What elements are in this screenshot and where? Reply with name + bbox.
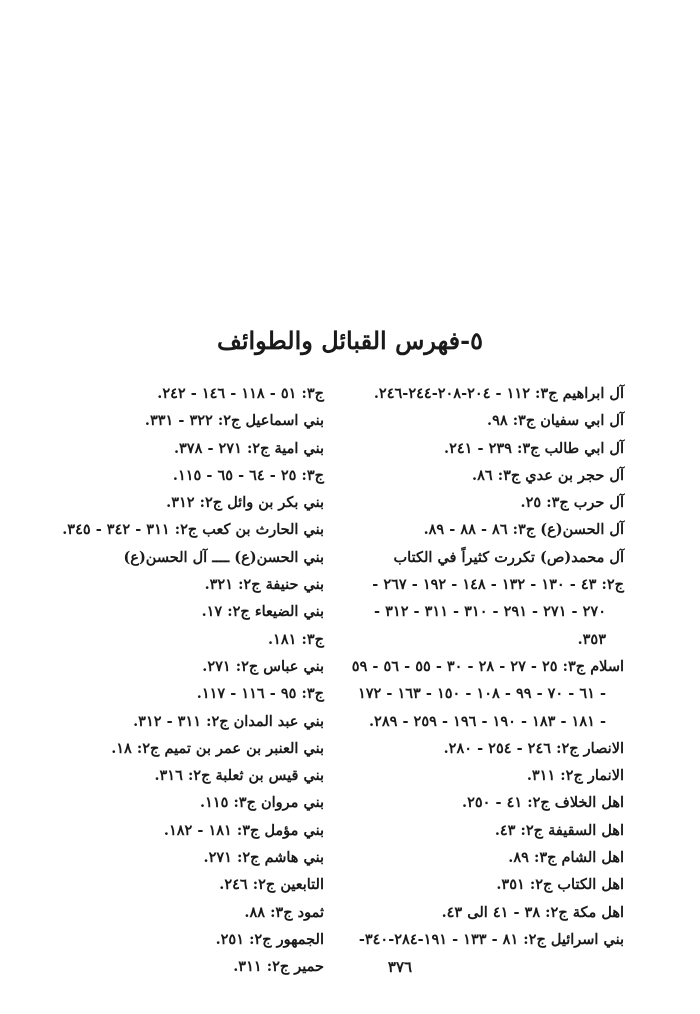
index-entry: بني هاشم ج٢: ٢٧١. [203,849,324,867]
index-entry: آل ابراهيم ج٣: ١١٢ - ٢٠٤-٢٠٨-٢٤٤-٢٤٦. [373,385,624,402]
index-entry: ثمود ج٣: ٨٨. [244,903,324,921]
index-entry: آل ابي سفيان ج٣: ٩٨. [487,412,624,430]
index-entry: الانصار ج٢: ٢٤٦ - ٢٥٤ - ٢٨٠. [443,739,624,757]
page-title: ٥-فهرس القبائل والطوائف [216,326,483,355]
index-entry: اهل مكة ج٢: ٣٨ - ٤١ الى ٤٣. [441,903,624,921]
index-entry: بني امية ج٢: ٢٧١ - ٣٧٨. [173,439,324,457]
index-entry: آل حجر بن عدي ج٣: ٨٦. [472,466,624,484]
index-entry: ج٣: ٢٥ - ٦٤ - ٦٥ - ١١٥. [172,466,324,484]
index-entry: ج٣: ٩٥ - ١١٦ - ١١٧. [196,685,324,703]
page-number: ٣٧٦ [387,958,413,976]
index-entry: بني الحارث بن كعب ج٢: ٣١١ - ٣٤٢ - ٣٤٥. [62,521,324,539]
index-entry: حمير ج٢: ٣١١. [233,958,324,976]
index-entry: بني الحسن(ع) ــــ آل الحسن(ع) [123,548,324,566]
index-entry: بني حنيفة ج٢: ٣٢١. [204,576,324,594]
index-entry: بني العنبر بن عمر بن تميم ج٢: ١٨. [111,739,324,757]
index-column-left [14,380,324,981]
index-entry: اهل السقيفة ج٢: ٤٣. [494,821,624,839]
index-entry: اهل الكتاب ج٢: ٣٥١. [496,876,624,894]
index-entry: بني بكر بن وائل ج٢: ٣١٢. [166,494,324,512]
index-entry: آل ابي طالب ج٣: ٢٣٩ - ٢٤١. [444,439,624,457]
index-entry: آل حرب ج٣: ٢٥. [520,494,624,512]
index-entry: بني مؤمل ج٣: ١٨١ - ١٨٢. [163,821,324,839]
index-entry: الجمهور ج٢: ٢٥١. [215,930,324,948]
index-entry: ٢٧٠ - ٢٧١ - ٢٩١ - ٣١٠ - ٣١١ - ٣١٢ - [374,603,606,621]
index-entry: ٣٥٣. [577,630,606,648]
index-entry: آل الحسن(ع) ج٣: ٨٦ - ٨٨ - ٨٩. [423,521,624,539]
index-entry: - ٦١ - ٧٠ - ٩٩ - ١٠٨ - ١٥٠ - ١٦٣ - ١٧٢ [357,685,606,703]
index-entry: التابعين ج٢: ٢٤٦. [219,876,324,894]
index-entry: - ١٨١ - ١٨٣ - ١٩٠ - ١٩٦ - ٢٥٩ - ٢٨٩. [368,712,606,730]
index-entry: اهل الخلاف ج٢: ٤١ - ٢٥٠. [462,794,624,812]
index-entry: الانمار ج٢: ٣١١. [526,767,624,785]
index-entry: اهل الشام ج٣: ٨٩. [508,849,624,867]
index-entry: بني عبد المدان ج٢: ٣١١ - ٣١٢. [133,712,324,730]
index-entry: ج٣: ٥١ - ١١٨ - ١٤٦ - ٢٤٢. [157,385,324,402]
index-column-right [324,380,624,953]
index-entry: ج٢: ٤٣ - ١٣٠ - ١٣٢ - ١٤٨ - ١٩٢ - ٢٦٧ - [372,576,624,594]
index-entry: بني الضيعاء ج٢: ١٧. [201,603,324,621]
index-entry: اسلام ج٣: ٢٥ - ٢٧ - ٢٨ - ٣٠ - ٥٥ - ٥٦ - ٥٩ [351,657,624,675]
index-entry: بني قيس بن ثعلبة ج٢: ٣١٦. [154,767,324,785]
index-entry: ج٣: ١٨١. [267,630,324,648]
index-entry: آل محمد(ص) تكررت كثيراً في الكتاب [393,548,624,566]
index-entry: بني اسماعيل ج٢: ٣٢٢ - ٣٣١. [144,412,324,430]
index-entry: بني عباس ج٢: ٢٧١. [202,657,324,675]
index-entry: بني اسرائيل ج٢: ٨١ - ١٣٣ - ١٩١-٢٨٤-٣٤٠- [358,930,624,948]
index-entry: بني مروان ج٣: ١١٥. [199,794,324,812]
